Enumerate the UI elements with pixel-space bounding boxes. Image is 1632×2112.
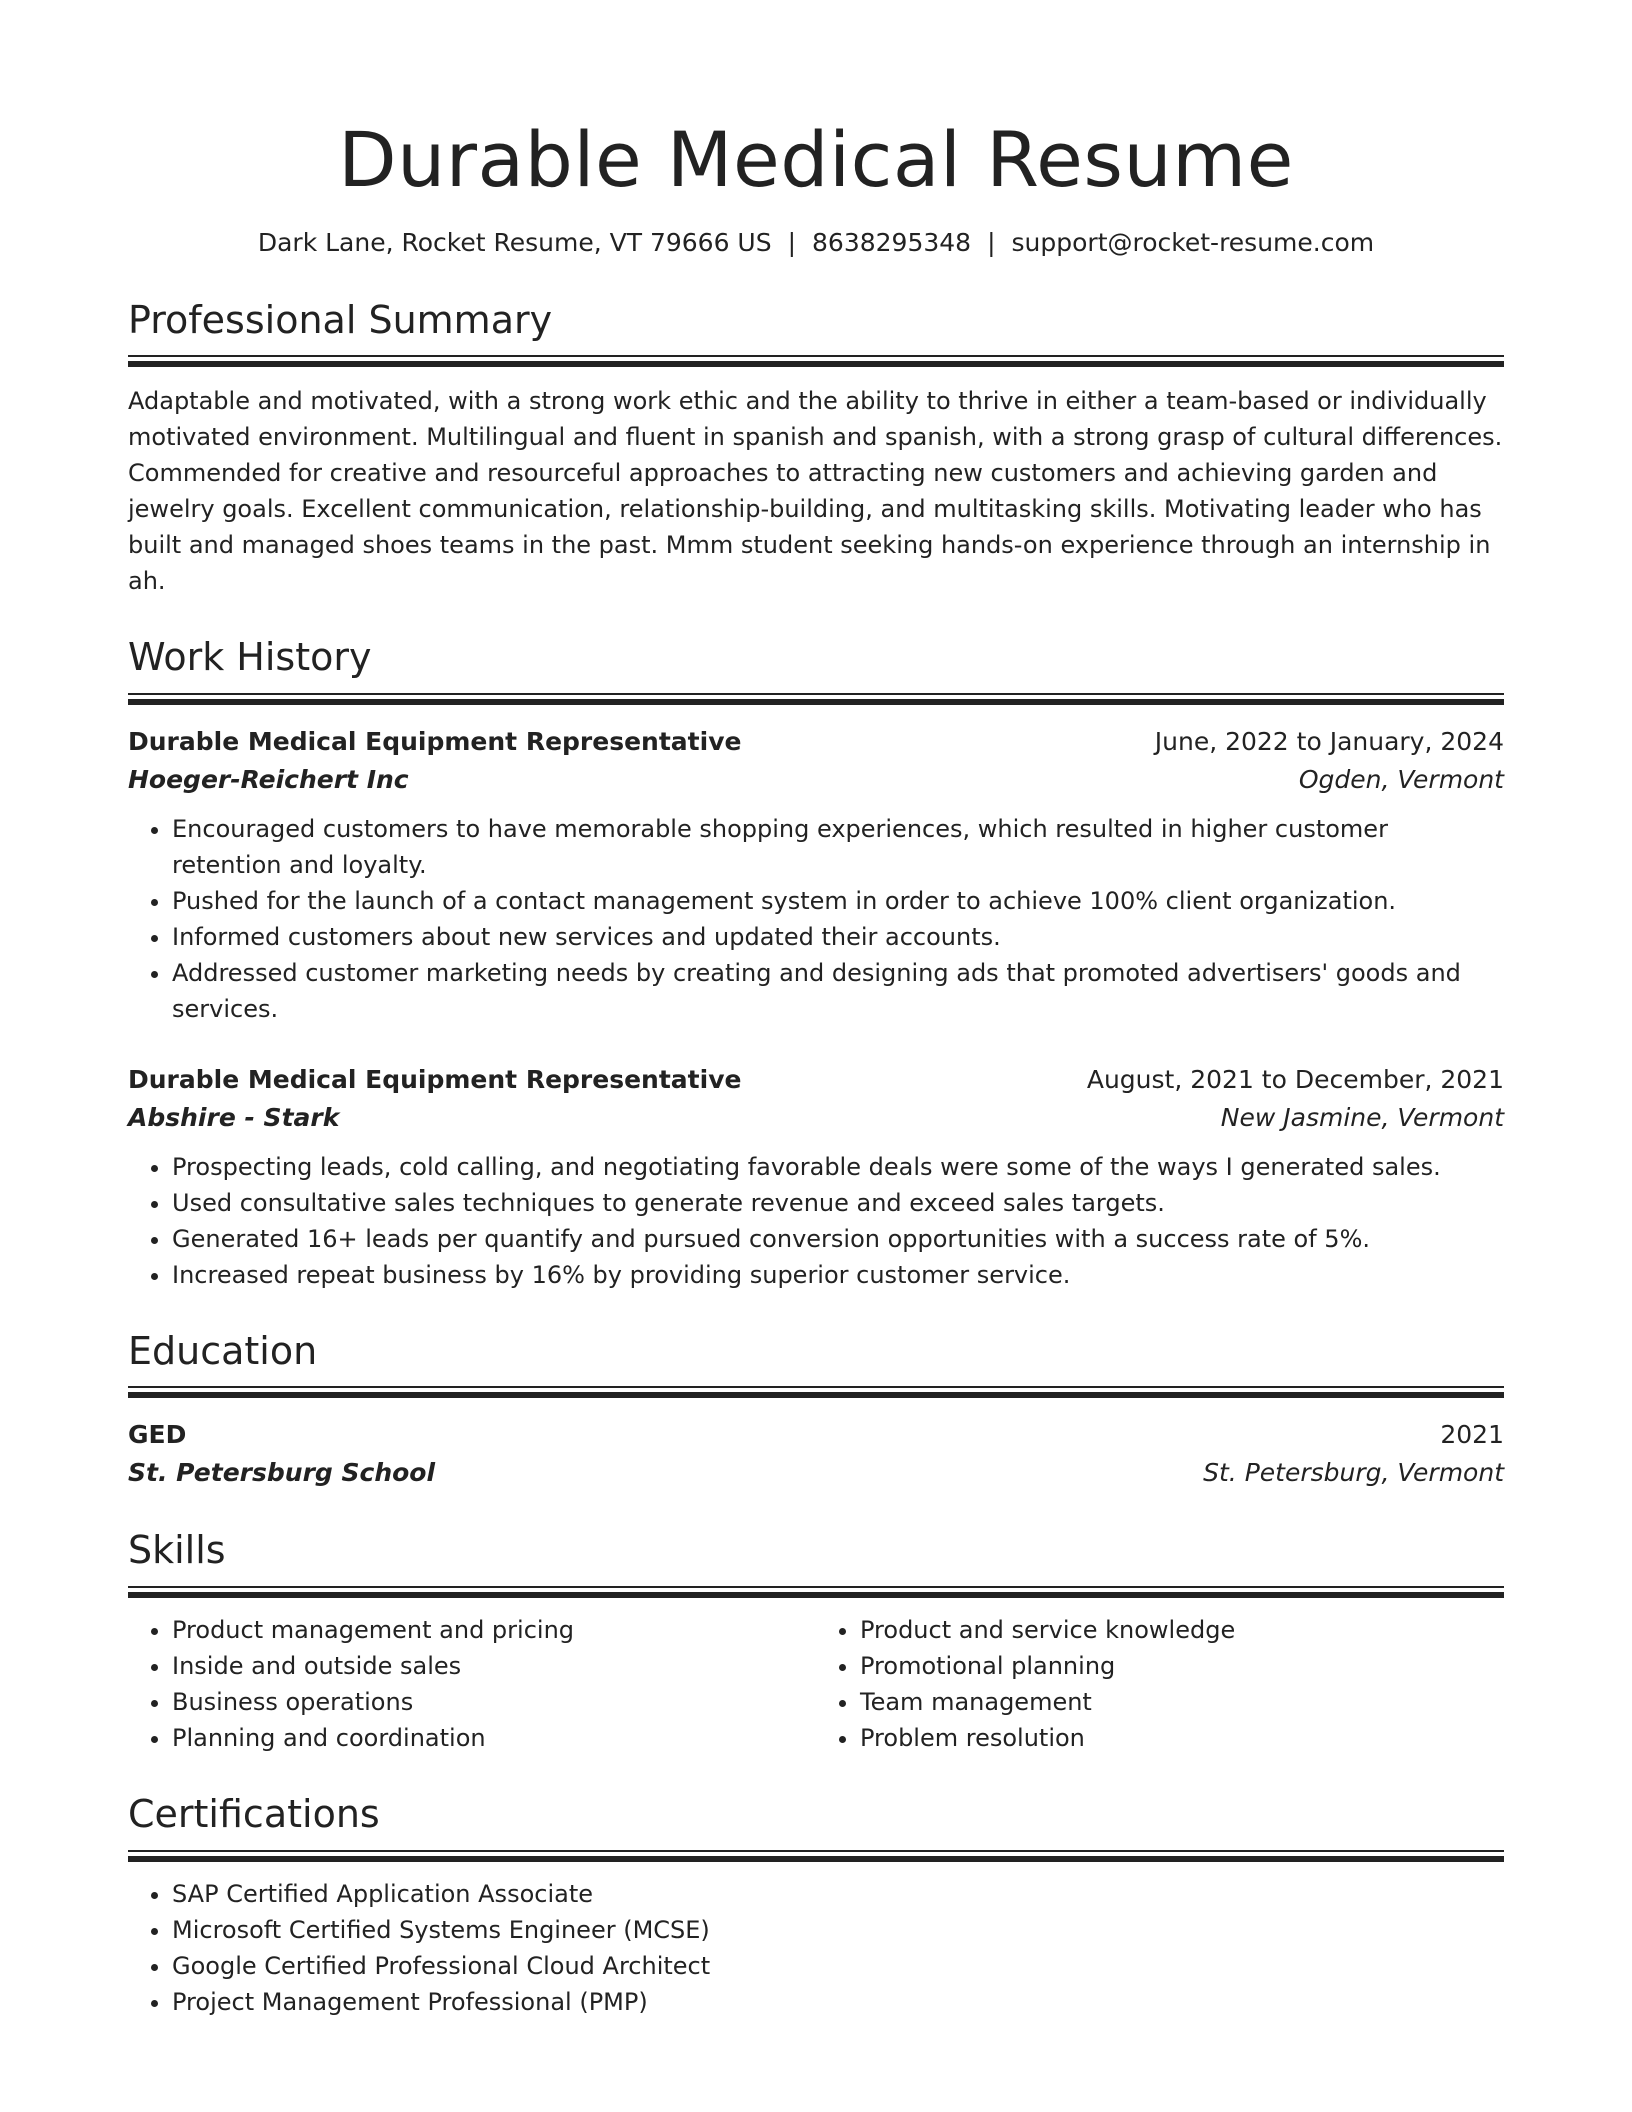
section-title-skills: Skills: [128, 1528, 226, 1573]
work-section: [128, 635, 1504, 1293]
skills-list-left: [128, 1612, 816, 1756]
education-section: [128, 1329, 1504, 1493]
certifications-section: [128, 1792, 1504, 2020]
job-bullet: • Pushed for the launch of a contact management system in order to achieve 100% client organization.: [172, 883, 1504, 919]
job-entry: [128, 1061, 1504, 1293]
section-title-work: Work History: [128, 635, 372, 680]
job-bullet: • Generated 16+ leads per quantify and pursued conversion opportunities with a success rate of 5%.: [172, 1221, 1504, 1257]
education-location: St. Petersburg, Vermont: [1203, 1458, 1504, 1488]
certification-item: • SAP Certified Application Associate: [172, 1876, 1504, 1912]
summary-text: Adaptable and motivated, with a strong work ethic and the ability to thrive in either a team-based or individually motivated environment. Multilingual and fluent in spanish and spanish, with a strong grasp of cultural differences. Commended for creative and resourceful approaches to attracting new customers and achieving garden and jewelry goals. Excellent communication, relationship-building, and multitasking skills. Motivating leader who has built and managed shoes teams in the past. Mmm student seeking hands-on experience through an internship in ah.: [128, 387, 1503, 596]
skills-columns: [128, 1612, 1504, 1756]
job-bullet: • Increased repeat business by 16% by providing superior customer service.: [172, 1257, 1504, 1293]
job-location: Ogden, Vermont: [1298, 764, 1504, 794]
section-title-education: Education: [128, 1328, 318, 1373]
job-bullets: [128, 811, 1504, 1027]
skill-item: • Planning and coordination: [172, 1720, 816, 1756]
job-entry: [128, 723, 1504, 1027]
certifications-list: [128, 1876, 1504, 2020]
skill-item: • Product management and pricing: [172, 1612, 816, 1648]
job-company-row: [128, 761, 1504, 799]
section-divider: [128, 693, 1504, 705]
contact-separator: |: [987, 227, 996, 257]
section-divider: [128, 1386, 1504, 1398]
job-company-row: [128, 1099, 1504, 1137]
job-header-row: [128, 1061, 1504, 1099]
skill-item: • Promotional planning: [860, 1648, 1504, 1684]
skill-item: • Problem resolution: [860, 1720, 1504, 1756]
section-divider: [128, 355, 1504, 367]
contact-email: support@rocket-resume.com: [1011, 227, 1375, 257]
certification-item: • Project Management Professional (PMP): [172, 1984, 1504, 2020]
job-dates: June, 2022 to January, 2024: [1154, 726, 1504, 756]
job-bullet: • Prospecting leads, cold calling, and negotiating favorable deals were some of the ways I generated sales.: [172, 1149, 1504, 1185]
job-company: Abshire - Stark: [128, 1102, 340, 1132]
section-title-certifications: Certifications: [128, 1791, 380, 1836]
contact-phone: 8638295348: [812, 227, 972, 257]
section-divider: [128, 1586, 1504, 1598]
skill-item: • Team management: [860, 1684, 1504, 1720]
section-divider: [128, 1850, 1504, 1862]
job-bullets: [128, 1149, 1504, 1293]
education-school: St. Petersburg School: [128, 1458, 436, 1488]
skill-item: • Inside and outside sales: [172, 1648, 816, 1684]
certification-item: • Google Certified Professional Cloud Architect: [172, 1948, 1504, 1984]
skills-section: [128, 1528, 1504, 1756]
education-header-row: [128, 1416, 1504, 1454]
job-bullet: • Addressed customer marketing needs by creating and designing ads that promoted advertisers' goods and services.: [172, 955, 1504, 1027]
resume-name: Durable Medical Resume: [338, 115, 1294, 204]
skills-list-right: [816, 1612, 1504, 1756]
skill-item: • Business operations: [172, 1684, 816, 1720]
education-degree: GED: [128, 1420, 187, 1450]
job-header-row: [128, 723, 1504, 761]
job-bullet: • Informed customers about new services and updated their accounts.: [172, 919, 1504, 955]
job-title: Durable Medical Equipment Representative: [128, 1064, 742, 1094]
job-location: New Jasmine, Vermont: [1220, 1102, 1504, 1132]
job-dates: August, 2021 to December, 2021: [1086, 1064, 1504, 1094]
skill-item: • Product and service knowledge: [860, 1612, 1504, 1648]
job-title: Durable Medical Equipment Representative: [128, 726, 742, 756]
section-title-summary: Professional Summary: [128, 297, 553, 342]
job-company: Hoeger-Reichert Inc: [128, 764, 409, 794]
contact-address: Dark Lane, Rocket Resume, VT 79666 US: [257, 227, 772, 257]
job-bullet: • Used consultative sales techniques to generate revenue and exceed sales targets.: [172, 1185, 1504, 1221]
summary-section: [128, 298, 1504, 600]
job-bullet: • Encouraged customers to have memorable shopping experiences, which resulted in higher customer retention and loyalty.: [172, 811, 1504, 883]
education-entry: [128, 1416, 1504, 1492]
education-school-row: [128, 1454, 1504, 1492]
certification-item: • Microsoft Certified Systems Engineer (MCSE): [172, 1912, 1504, 1948]
contact-separator: |: [787, 227, 797, 257]
contact-line: [128, 228, 1504, 258]
education-year: 2021: [1440, 1420, 1504, 1450]
